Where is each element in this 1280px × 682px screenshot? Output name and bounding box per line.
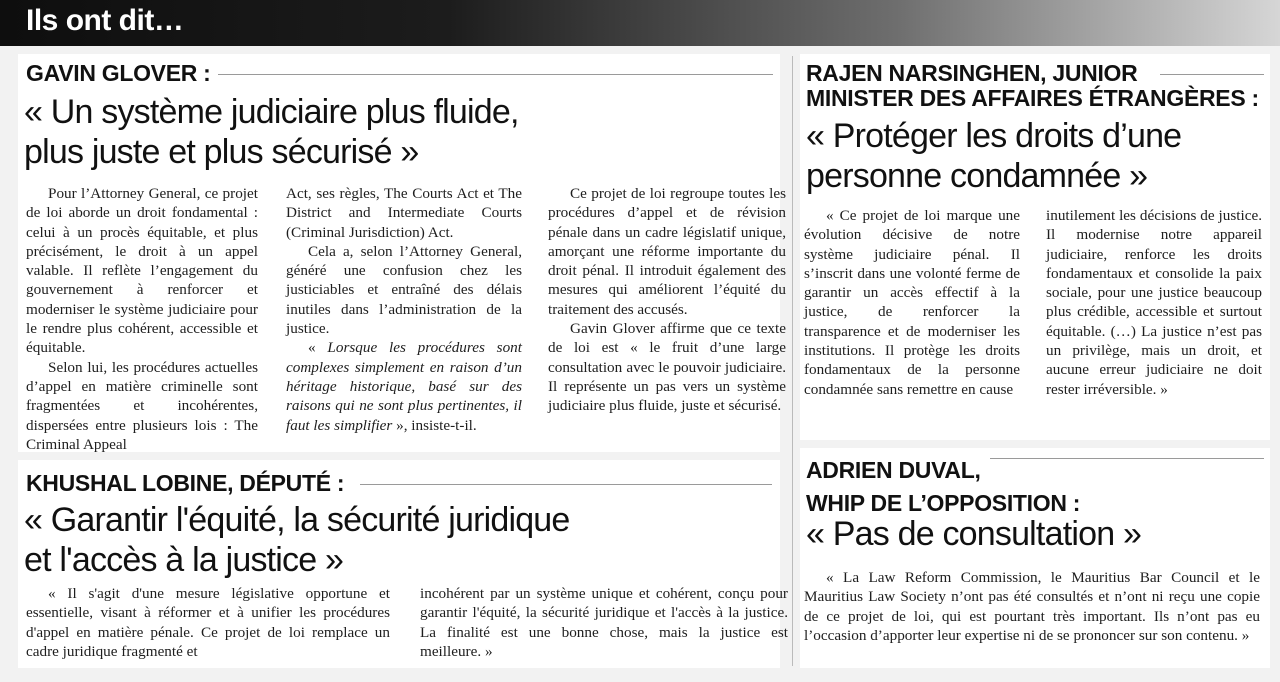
section-header-bar — [0, 0, 1280, 46]
headline-quote — [24, 500, 570, 580]
speaker-line-1: ADRIEN DUVAL, — [806, 457, 981, 483]
speaker-name: GAVIN GLOVER : — [26, 60, 211, 86]
speaker-name: KHUSHAL LOBINE, DÉPUTÉ : — [26, 470, 345, 496]
headline-line-1: « Pas de consultation » — [806, 515, 1142, 553]
newspaper-page — [0, 46, 1280, 682]
speaker-line-1: RAJEN NARSINGHEN, JUNIOR — [806, 60, 1138, 86]
body-column-1 — [804, 568, 1260, 645]
paragraph: incohérent par un système unique et cohérent, conçu pour garantir l'équité, la sécurité juridique et l'accès à la justice. La finalité est une bonne chose, mais la justice est meilleure. » — [420, 585, 788, 660]
quote-close: », insiste-t-il. — [392, 416, 477, 434]
article-lobine — [18, 460, 788, 668]
paragraph: Gavin Glover affirme que ce texte de loi est « le fruit d’une large consultation avec le pouvoir judiciaire. Il représente un pas vers un système judiciaire plus fluide, juste et sécurisé. — [548, 320, 786, 415]
headline-quote — [806, 514, 1141, 554]
headline-line-1: « Garantir l'équité, la sécurité juridique — [24, 501, 570, 539]
paragraph: « Ce projet de loi marque une évolution décisive de notre système judiciaire pénal. Il s’inscrit dans une volonté ferme de garantir un accès effectif à la justice, de renforcer la transparence et de moderniser les institutions. Il protège les droits fondamentaux de la personne condamnée sans remettre en cause — [804, 207, 1020, 398]
header-rule — [360, 484, 772, 485]
speaker-line-2: MINISTER DES AFFAIRES ÉTRANGÈRES : — [806, 85, 1259, 111]
body-column-1 — [26, 184, 258, 454]
article-glover — [18, 54, 786, 453]
column-divider — [792, 56, 793, 666]
paragraph: inutilement les décisions de justice. Il modernise notre appareil judiciaire, renforce les droits fondamentaux et consolide la paix sociale, pour une justice beaucoup plus crédible, accessible et surtout équitable. (…) La justice n’est pas un privilège, mais un droit, et aucune erreur judiciaire ne doit rester irréversible. » — [1046, 207, 1262, 398]
header-rule — [990, 458, 1264, 459]
body-column-2 — [286, 184, 522, 435]
paragraph: Cela a, selon l’Attorney General, généré une confusion chez les justiciables et entraîné des délais inutiles dans l’administration de la justice. — [286, 242, 522, 338]
paragraph: « La Law Reform Commission, le Mauritius Bar Council et le Mauritius Law Society n’ont pas été consultés et n’ont ni reçu une copie de ce projet de loi, qui est pourtant très important. Ils n’ont pas eu l’occasion d’apporter leur expertise ni de se prononcer sur son contenu. » — [804, 569, 1260, 644]
italic-quote: Lorsque les procédures sont complexes simplement en raison d’un héritage historique, basé sur des raisons qui ne sont plus pertinentes, il faut les simplifier — [286, 339, 522, 434]
header-rule — [1160, 74, 1264, 75]
body-column-1 — [804, 206, 1020, 399]
body-column-1 — [26, 584, 390, 661]
body-column-2 — [1046, 206, 1262, 399]
speaker-name — [806, 61, 1259, 111]
headline-quote — [806, 116, 1181, 196]
headline-line-2: et l'accès à la justice » — [24, 541, 344, 579]
speaker-name — [806, 454, 1080, 520]
paragraph: Pour l’Attorney General, ce projet de loi aborde un droit fondamental : celui à un procès équitable, et plus précisément, le droit à un appel valable. Il reflète l’engagement du gouvernement à renforcer et moderniser le système judiciaire pour le rendre plus cohérent, accessible et équitable. — [26, 185, 258, 357]
quote-open: « — [308, 339, 328, 357]
paragraph: Ce projet de loi regroupe toutes les procédures d’appel et de révision pénale dans un cadre législatif unique, amorçant une réforme importante du droit pénal. Il introduit également des mesures qui améliorent l’équité du traitement des accusés. — [548, 185, 786, 318]
body-column-3 — [548, 184, 786, 416]
article-duval — [800, 448, 1270, 668]
headline-line-2: plus juste et plus sécurisé » — [24, 133, 419, 171]
headline-quote — [24, 92, 519, 172]
headline-line-1: « Un système judiciaire plus fluide, — [24, 93, 519, 131]
speaker-line-2: WHIP DE L’OPPOSITION : — [806, 490, 1081, 516]
headline-line-2: personne condamnée » — [806, 157, 1148, 195]
article-narsinghen — [800, 54, 1270, 440]
headline-line-1: « Protéger les droits d’une — [806, 117, 1182, 155]
paragraph: « Il s'agit d'une mesure législative opportune et essentielle, visant à réformer et à unifier les procédures d'appel en matière pénale. Ce projet de loi remplace un cadre juridique fragmenté et — [26, 585, 390, 660]
paragraph — [286, 338, 522, 434]
body-column-2 — [420, 584, 788, 661]
paragraph: Act, ses règles, The Courts Act et The District and Intermediate Courts (Criminal Jurisdiction) Act. — [286, 185, 522, 241]
paragraph: Selon lui, les procédures actuelles d’appel en matière criminelle sont fragmentées et incohérentes, dispersées entre plusieurs lois : The Criminal Appeal — [26, 358, 258, 453]
header-rule — [218, 74, 773, 75]
section-title: Ils ont dit… — [26, 4, 184, 37]
